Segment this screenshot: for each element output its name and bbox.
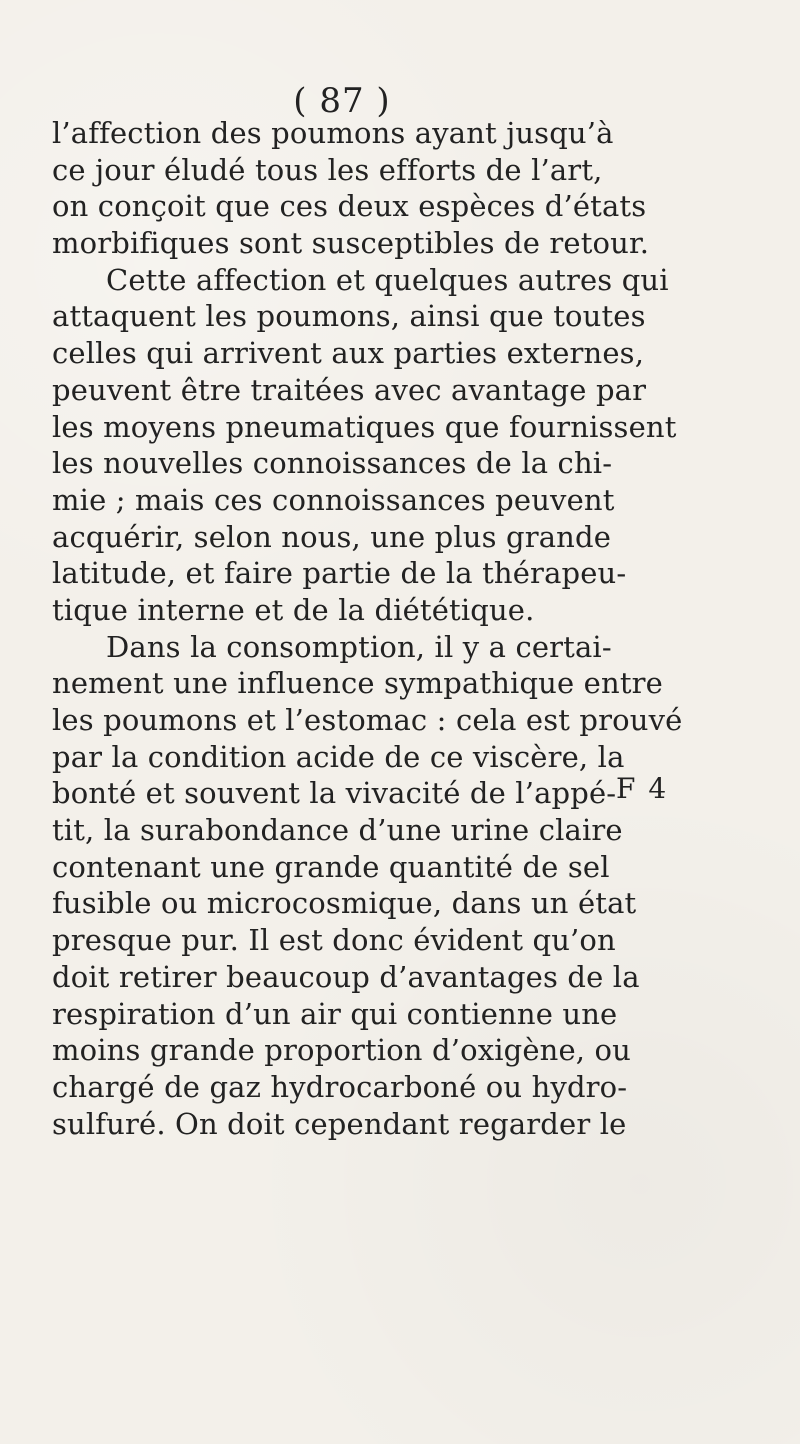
text-line-8: peuvent être traitées avec avantage par [52, 372, 647, 407]
text-line-6: attaquent les poumons, ainsi que toutes [52, 299, 646, 334]
text-line-4: morbifiques sont susceptibles de retour. [52, 226, 650, 261]
text-line-3: on conçoit que ces deux espèces d’états [52, 189, 647, 224]
text-line-20: tit, la surabondance d’une urine claire [52, 813, 623, 848]
text-line-23: presque pur. Il est donc évident qu’on [52, 923, 616, 958]
text-line-7: celles qui arrivent aux parties externes, [52, 336, 645, 371]
text-line-10: les nouvelles connoissances de la chi- [52, 446, 613, 481]
text-line-5: Cette affection et quelques autres qui [106, 262, 669, 297]
text-line-26: moins grande proportion d’oxigène, ou [52, 1033, 631, 1068]
page-number: ( 87 ) [293, 81, 391, 121]
signature-mark: F 4 [616, 772, 669, 805]
text-line-17: les poumons et l’estomac : cela est prouvé [52, 703, 683, 737]
text-line-15: Dans la consomption, il y a certai- [106, 629, 612, 664]
body-text [52, 115, 742, 1142]
text-line-16: nement une influence sympathique entre [52, 666, 663, 701]
text-line-9: les moyens pneumatiques que fournissent [52, 409, 677, 444]
text-line-27: chargé de gaz hydrocarboné ou hydro- [52, 1069, 628, 1104]
text-line-25: respiration d’un air qui contienne une [52, 996, 618, 1031]
text-line-28: sulfuré. On doit cependant regarder le [52, 1106, 627, 1141]
text-line-12: acquérir, selon nous, une plus grande [52, 519, 612, 554]
text-line-21: contenant une grande quantité de sel [52, 849, 610, 884]
text-line-18: par la condition acide de ce viscère, la [52, 739, 625, 774]
text-line-1: l’affection des poumons ayant jusqu’à [52, 116, 614, 150]
text-line-11: mie ; mais ces connoissances peuvent [52, 482, 615, 517]
text-line-19: bonté et souvent la vivacité de l’appé- [52, 776, 617, 811]
text-line-22: fusible ou microcosmique, dans un état [52, 886, 637, 921]
text-line-13: latitude, et faire partie de la thérapeu- [52, 556, 627, 591]
text-line-24: doit retirer beaucoup d’avantages de la [52, 959, 640, 994]
text-line-14: tique interne et de la diététique. [52, 592, 535, 627]
text-line-2: ce jour éludé tous les efforts de l’art, [52, 152, 603, 187]
